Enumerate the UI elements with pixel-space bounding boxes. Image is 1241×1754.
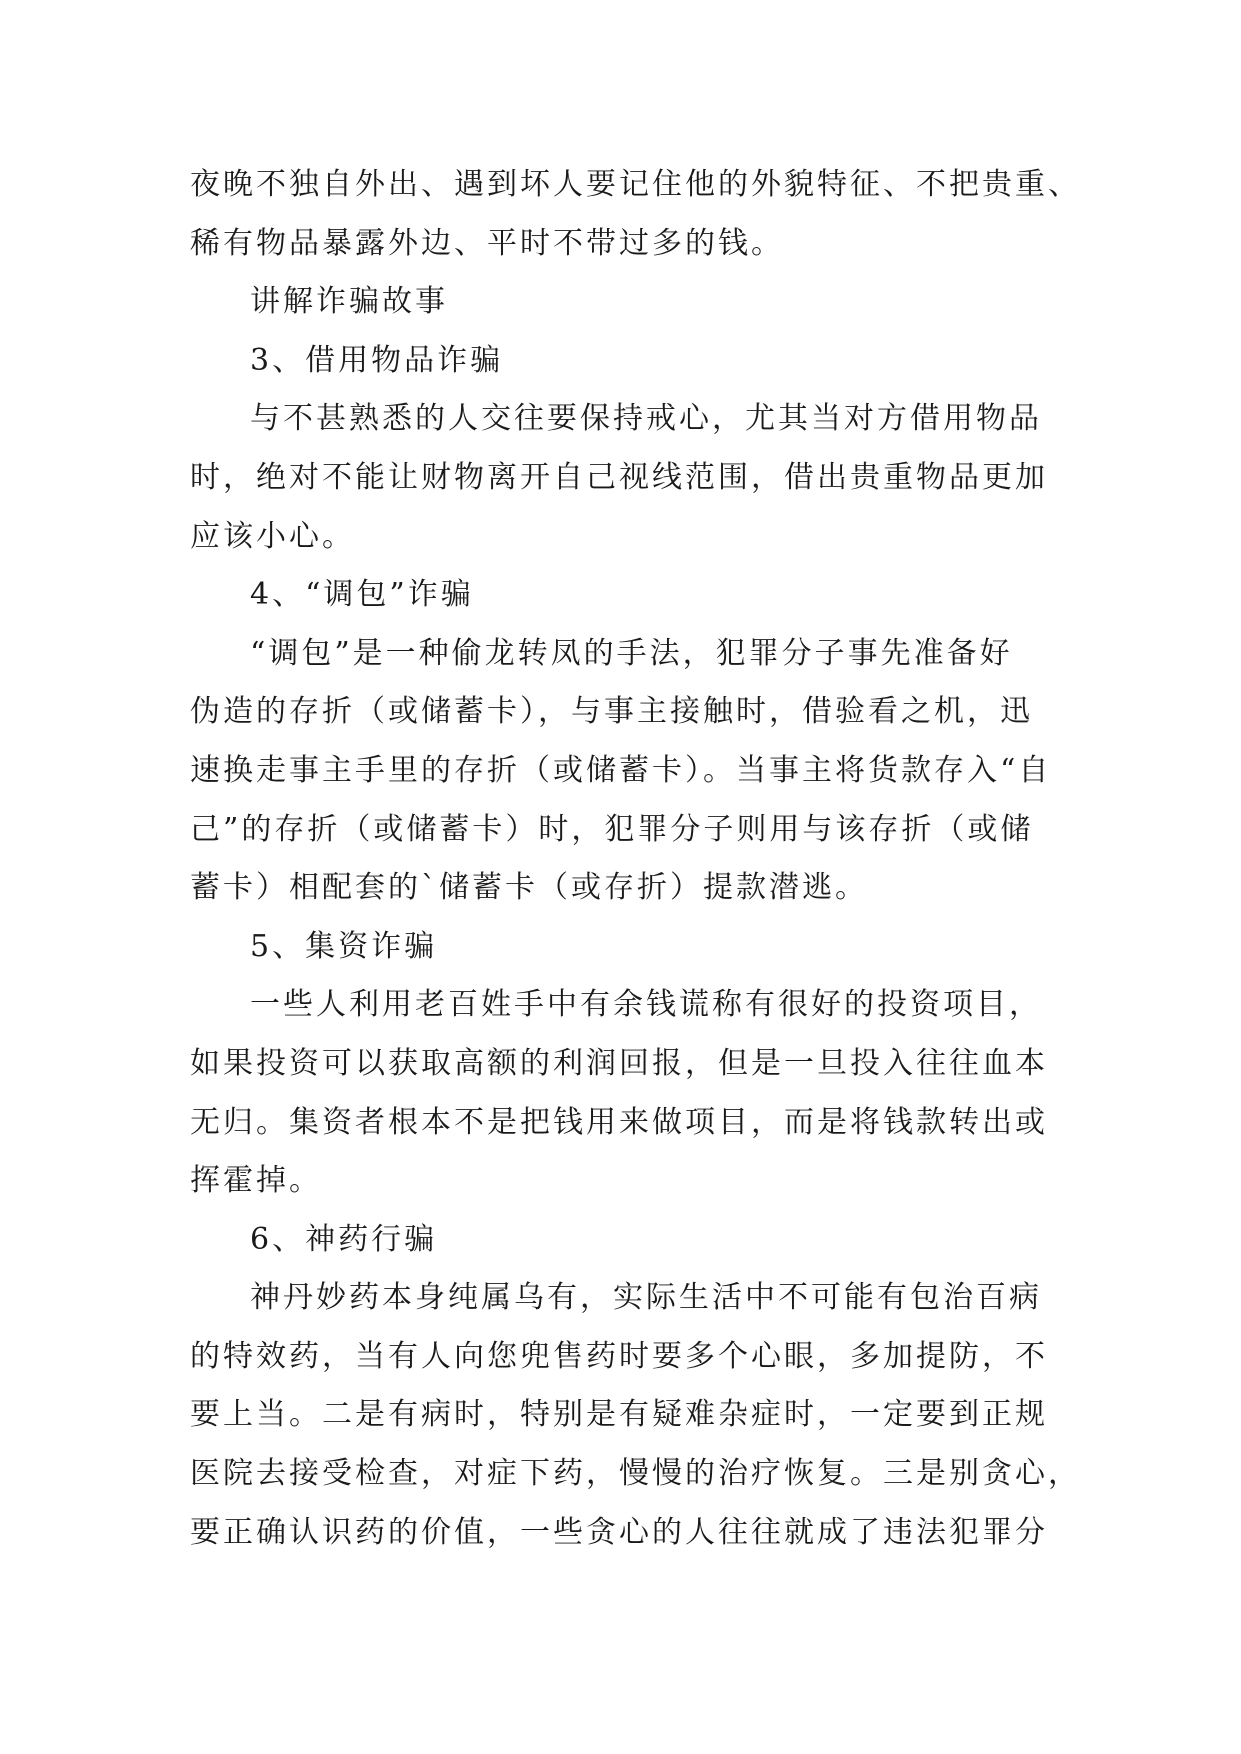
document-body — [190, 156, 1081, 1562]
text-line: 己”的存折（或储蓄卡）时，犯罪分子则用与该存折（或储 — [190, 811, 1034, 847]
text-line: 5、集资诈骗 — [250, 928, 438, 964]
text-line: 医院去接受检查，对症下药，慢慢的治疗恢复。三是别贪心， — [190, 1456, 1081, 1492]
text-line: 挥霍掉。 — [190, 1163, 322, 1199]
text-line: 速换走事主手里的存折（或储蓄卡）。当事主将货款存入“自 — [190, 752, 1052, 788]
text-line: 要正确认识药的价值，一些贪心的人往往就成了违法犯罪分 — [190, 1514, 1048, 1550]
text-line: 讲解诈骗故事 — [250, 284, 448, 320]
text-line: 夜晚不独自外出、遇到坏人要记住他的外貌特征、不把贵重、 — [190, 167, 1081, 202]
text-line: 蓄卡）相配套的`储蓄卡（或存折）提款潜逃。 — [190, 870, 868, 906]
text-line: 要上当。二是有病时，特别是有疑难杂症时，一定要到正规 — [190, 1397, 1048, 1433]
text-line: 时，绝对不能让财物离开自己视线范围，借出贵重物品更加 — [190, 459, 1048, 495]
text-line: 应该小心。 — [190, 518, 355, 554]
text-line: 与不甚熟悉的人交往要保持戒心，尤其当对方借用物品 — [250, 401, 1042, 437]
text-line: 如果投资可以获取高额的利润回报，但是一旦投入往往血本 — [190, 1045, 1048, 1081]
text-line: 的特效药，当有人向您兜售药时要多个心眼，多加提防，不 — [190, 1338, 1048, 1374]
text-line: 4、“调包”诈骗 — [250, 577, 474, 613]
text-line: 6、神药行骗 — [250, 1221, 438, 1257]
text-line: 神丹妙药本身纯属乌有，实际生活中不可能有包治百病 — [250, 1280, 1042, 1316]
text-line: “调包”是一种偷龙转凤的手法，犯罪分子事先准备好 — [250, 635, 1013, 671]
text-line: 伪造的存折（或储蓄卡），与事主接触时，借验看之机，迅 — [190, 694, 1033, 730]
text-line: 无归。集资者根本不是把钱用来做项目，而是将钱款转出或 — [190, 1104, 1048, 1140]
text-line: 一些人利用老百姓手中有余钱谎称有很好的投资项目， — [250, 987, 1042, 1023]
text-line: 稀有物品暴露外边、平时不带过多的钱。 — [190, 225, 784, 261]
text-line: 3、借用物品诈骗 — [250, 342, 504, 378]
